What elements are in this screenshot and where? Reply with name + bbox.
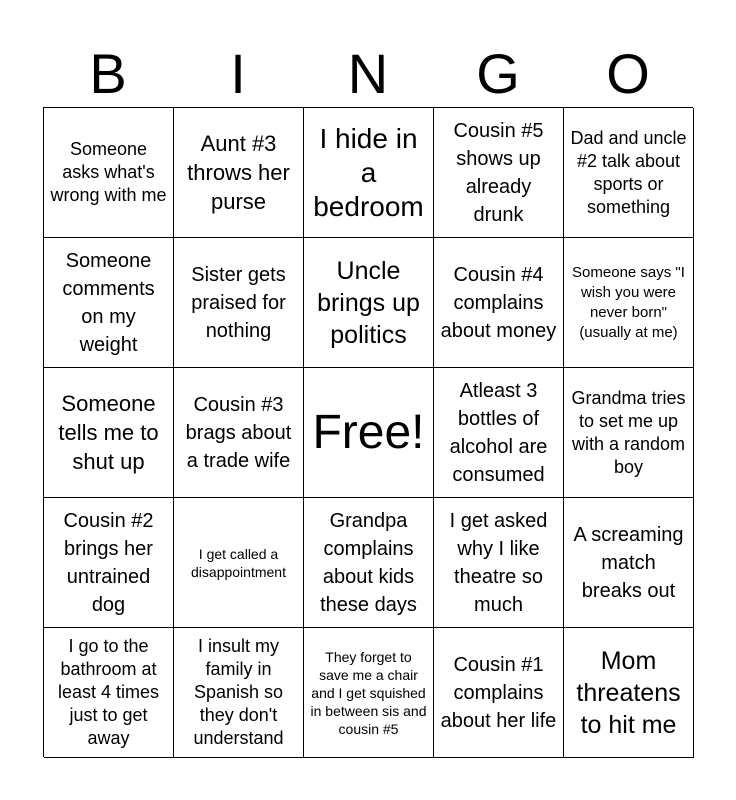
bingo-cell[interactable]: I insult my family in Spanish so they don't understand bbox=[174, 628, 304, 758]
bingo-cell[interactable]: Someone asks what's wrong with me bbox=[44, 108, 174, 238]
bingo-cell[interactable]: Mom threatens to hit me bbox=[564, 628, 694, 758]
free-space-cell[interactable]: Free! bbox=[304, 368, 434, 498]
bingo-cell[interactable]: Aunt #3 throws her purse bbox=[174, 108, 304, 238]
bingo-cell[interactable]: I hide in a bedroom bbox=[304, 108, 434, 238]
bingo-cell[interactable]: Cousin #3 brags about a trade wife bbox=[174, 368, 304, 498]
bingo-cell[interactable]: Cousin #2 brings her untrained dog bbox=[44, 498, 174, 628]
bingo-cell[interactable]: Someone says "I wish you were never born" (usually at me) bbox=[564, 238, 694, 368]
bingo-cell[interactable]: They forget to save me a chair and I get squished in between sis and cousin #5 bbox=[304, 628, 434, 758]
header-letter-i: I bbox=[230, 42, 246, 105]
bingo-cell[interactable]: Grandma tries to set me up with a random boy bbox=[564, 368, 694, 498]
bingo-cell[interactable]: I get called a disappointment bbox=[174, 498, 304, 628]
bingo-cell[interactable]: Cousin #4 complains about money bbox=[434, 238, 564, 368]
bingo-cell[interactable]: I get asked why I like theatre so much bbox=[434, 498, 564, 628]
bingo-cell[interactable]: Dad and uncle #2 talk about sports or something bbox=[564, 108, 694, 238]
header-letter-o: O bbox=[606, 42, 650, 105]
header-letter-n: N bbox=[347, 42, 389, 105]
bingo-card-grid bbox=[43, 107, 693, 757]
bingo-cell[interactable]: A screaming match breaks out bbox=[564, 498, 694, 628]
bingo-cell[interactable]: Atleast 3 bottles of alcohol are consumed bbox=[434, 368, 564, 498]
bingo-cell[interactable]: Uncle brings up politics bbox=[304, 238, 434, 368]
bingo-cell[interactable]: Someone tells me to shut up bbox=[44, 368, 174, 498]
header-letter-g: G bbox=[476, 42, 520, 105]
bingo-cell[interactable]: Cousin #1 complains about her life bbox=[434, 628, 564, 758]
bingo-cell[interactable]: Grandpa complains about kids these days bbox=[304, 498, 434, 628]
bingo-cell[interactable]: Someone comments on my weight bbox=[44, 238, 174, 368]
bingo-cell[interactable]: I go to the bathroom at least 4 times just to get away bbox=[44, 628, 174, 758]
bingo-cell[interactable]: Sister gets praised for nothing bbox=[174, 238, 304, 368]
bingo-cell[interactable]: Cousin #5 shows up already drunk bbox=[434, 108, 564, 238]
bingo-header bbox=[43, 42, 693, 106]
header-letter-b: B bbox=[89, 42, 127, 105]
